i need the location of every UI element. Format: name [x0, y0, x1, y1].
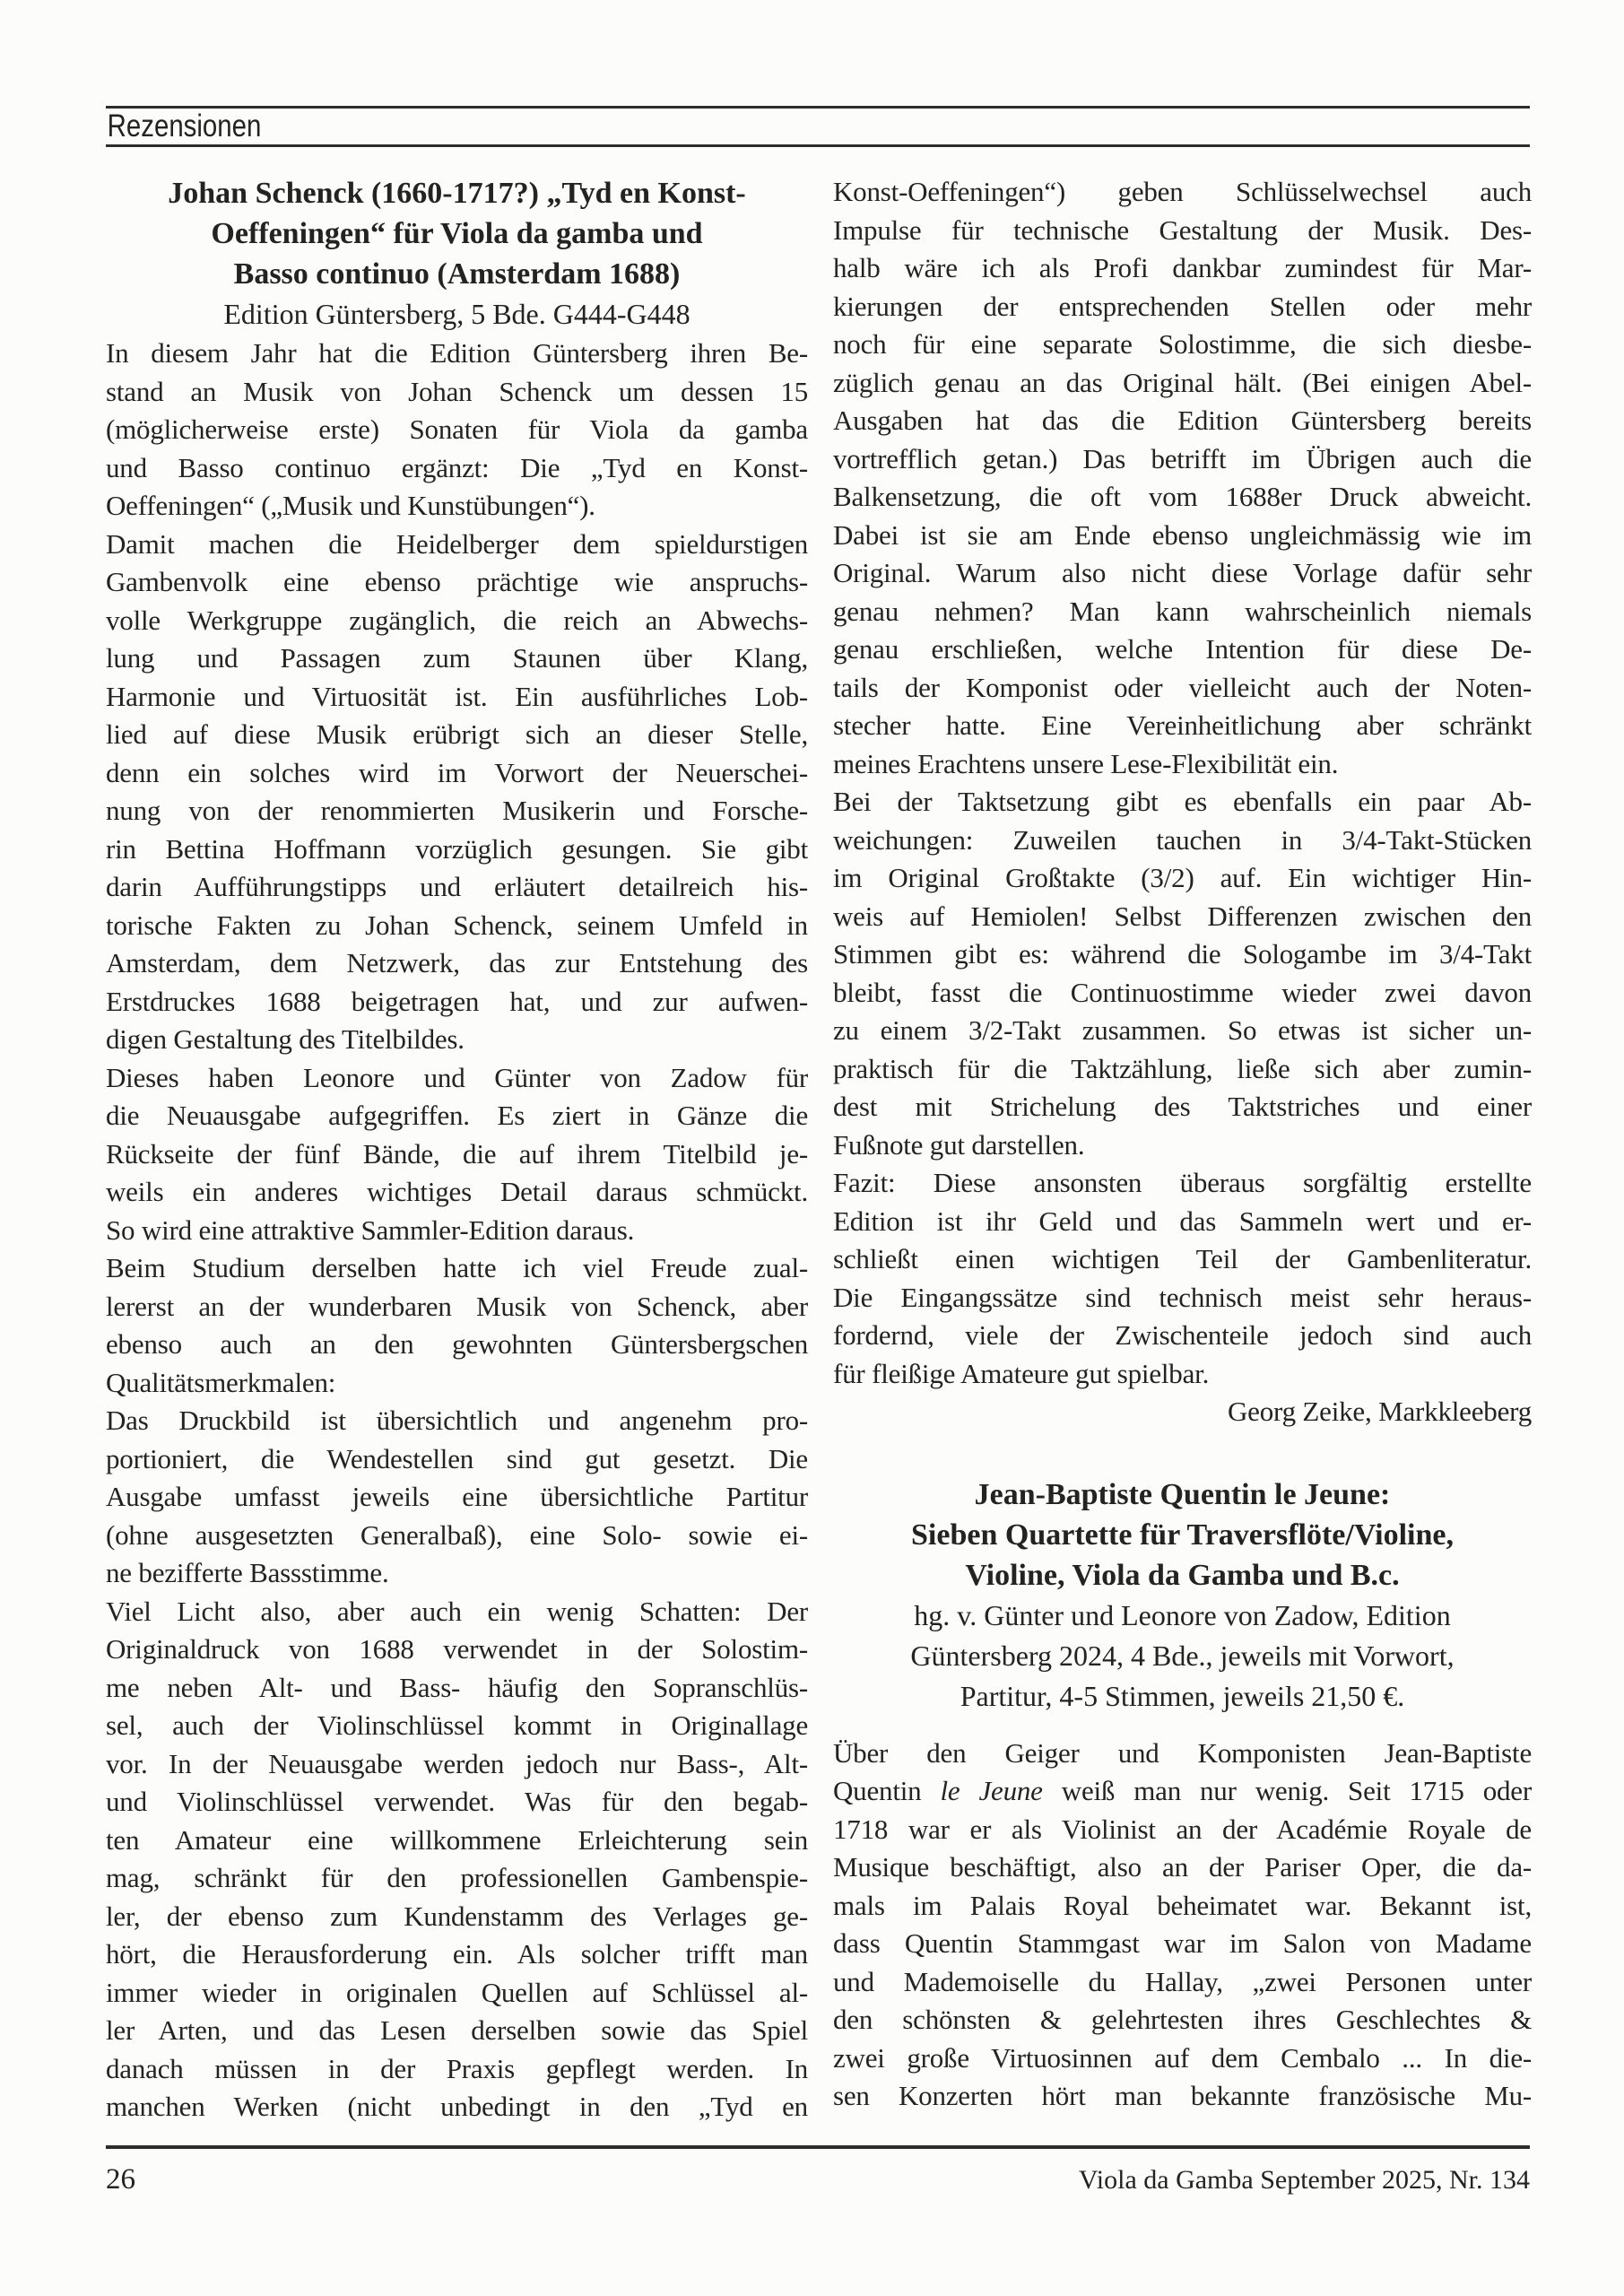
text-line: Gambenvolk eine ebenso prächtige wie anspruchs- [106, 566, 808, 597]
review1-paragraph [106, 1059, 808, 1250]
text-line: Amsterdam, dem Netzwerk, das zur Entstehung des [106, 947, 808, 978]
text-line: digen Gestaltung des Titelbildes. [106, 1023, 465, 1055]
text-line: torische Fakten zu Johan Schenck, seinem Umfeld in [106, 909, 808, 941]
text-line: ten Amateur eine willkommene Erleichterung sein [106, 1823, 808, 1856]
text-line: Fußnote gut darstellen. [833, 1128, 1085, 1161]
text-line: Stimmen gibt es: während die Sologambe im 3/4-Takt [833, 938, 1532, 970]
text-line: lererst an der wunderbaren Musik von Schenck, aber [106, 1290, 808, 1322]
text-line: So wird eine attraktive Sammler-Edition daraus. [106, 1213, 635, 1246]
text-line: Das Druckbild ist übersichtlich und angenehm pro- [106, 1405, 808, 1436]
text-line: Sieben Quartette für Traversflöte/Violine, [911, 1518, 1454, 1552]
text-line: hört, die Herausforderung ein. Als solcher trifft man [106, 1938, 808, 1970]
text-line: manchen Werken (nicht unbedingt in den „Tyd en [106, 2091, 808, 2122]
review1-paragraph-continued [833, 173, 1532, 783]
text-line: genau erschließen, welche Intention für diese De- [833, 633, 1532, 665]
header-bottom-rule [106, 144, 1530, 147]
text-line: meines Erachtens unsere Lese-Flexibilität ein. [833, 747, 1339, 779]
review1-paragraph [106, 526, 808, 1059]
review2-title [833, 1474, 1532, 1596]
header-top-rule [106, 106, 1530, 109]
text-line: tails der Komponist oder vielleicht auch der Noten- [833, 671, 1532, 703]
text-line: Musique beschäftigt, also an der Pariser Oper, die da- [833, 1851, 1532, 1883]
text-line: Impulse für technische Gestaltung der Musik. Des- [833, 213, 1532, 246]
text-line: Edition Güntersberg, 5 Bde. G444-G448 [223, 298, 690, 330]
text-line: Originaldruck von 1688 verwendet in der Solostim- [106, 1633, 808, 1665]
text-line: stecher hatte. Eine Vereinheitlichung aber schränkt [833, 709, 1532, 741]
review1-paragraph [106, 1249, 808, 1402]
text-line: Die Eingangssätze sind technisch meist sehr heraus- [833, 1281, 1532, 1313]
text-line: vor. In der Neuausgabe werden jedoch nur Bass-, Alt- [106, 1747, 808, 1779]
text-line: Harmonie und Virtuosität ist. Ein ausführliches Lob- [106, 680, 808, 712]
text-line: Quentin le Jeune weiß man nur wenig. Seit 1715 oder [833, 1775, 1532, 1806]
text-line: Über den Geiger und Komponisten Jean-Baptiste [833, 1736, 1532, 1769]
review2-subtitle [833, 1596, 1532, 1717]
text-line: ler, der ebenso zum Kundenstamm des Verlages ge- [106, 1900, 808, 1932]
page-header [106, 106, 1530, 147]
text-line: Jean-Baptiste Quentin le Jeune: [974, 1477, 1391, 1511]
text-line: immer wieder in originalen Quellen auf Schlüssel al- [106, 1976, 808, 2008]
text-line: Ausgabe umfasst jeweils eine übersichtliche Partitur [106, 1481, 808, 1512]
text-line: 1718 war er als Violinist an der Académie Royale de [833, 1813, 1532, 1845]
text-line: dest mit Strichelung des Taktstriches und einer [833, 1091, 1532, 1122]
text-line: (ohne ausgesetzten Generalbaß), eine Solo- sowie ei- [106, 1518, 808, 1551]
review1-paragraph [106, 1402, 808, 1593]
section-heading: Rezensionen [107, 109, 262, 144]
text-line: Dabei ist sie am Ende ebenso ungleichmässig wie im [833, 518, 1532, 551]
page-footer [106, 2145, 1530, 2196]
text-line: genau nehmen? Man kann wahrscheinlich niemals [833, 595, 1532, 627]
text-line: ebenso auch an den gewohnten Güntersbergschen [106, 1328, 808, 1360]
text-line: kierungen der entsprechenden Stellen oder mehr [833, 290, 1532, 322]
text-line: halb wäre ich als Profi dankbar zumindest für Mar- [833, 252, 1532, 283]
text-line: ler Arten, und das Lesen derselben sowie das Spiel [106, 2014, 808, 2046]
text-line: Viel Licht also, aber auch ein wenig Schatten: Der [106, 1595, 808, 1627]
text-line: Dieses haben Leonore und Günter von Zadow für [106, 1061, 808, 1093]
text-line: züglich genau an das Original hält. (Bei einigen Abel- [833, 366, 1532, 398]
review1-paragraph-continued [833, 783, 1532, 1164]
text-line: und Violinschlüssel verwendet. Was für den begab- [106, 1786, 808, 1817]
review1-title [106, 173, 808, 294]
text-line: Johan Schenck (1660-1717?) „Tyd en Konst- [168, 177, 746, 210]
text-line: den schönsten & gelehrtesten ihres Geschlechtes & [833, 2004, 1532, 2035]
text-line: Erstdruckes 1688 beigetragen hat, und zur aufwen- [106, 985, 808, 1017]
review1-paragraph [106, 335, 808, 526]
text-line: mals im Palais Royal beheimatet war. Bekannt ist, [833, 1889, 1532, 1921]
text-line: die Neuausgabe aufgegriffen. Es ziert in Gänze die [106, 1100, 808, 1131]
text-line: danach müssen in der Praxis gepflegt werden. In [106, 2052, 808, 2084]
text-line: vortrefflich getan.) Das betrifft im Übrigen auch die [833, 442, 1532, 474]
text-line: sen Konzerten hört man bekannte französische Mu- [833, 2080, 1532, 2111]
text-line: Basso continuo (Amsterdam 1688) [233, 257, 681, 291]
text-line: Fazit: Diese ansonsten überaus sorgfältig erstellte [833, 1167, 1532, 1198]
text-line: zwei große Virtuosinnen auf dem Cembalo ... In die- [833, 2041, 1532, 2074]
text-line: hg. v. Günter und Leonore von Zadow, Edition [914, 1598, 1451, 1631]
text-line: nung von der renommierten Musikerin und Forsche- [106, 795, 808, 826]
column-right [833, 173, 1532, 2116]
text-line: und Basso continuo ergänzt: Die „Tyd en Konst- [106, 451, 808, 483]
review1-paragraph-continued [833, 1164, 1532, 1393]
text-line: Edition ist ihr Geld und das Sammeln wert und er- [833, 1205, 1532, 1237]
text-line: mag, schränkt für den professionellen Gambenspie- [106, 1862, 808, 1893]
review1-subtitle [106, 294, 808, 335]
review1-paragraph [106, 1593, 808, 2126]
review2-paragraph [833, 1735, 1532, 2116]
text-line: (möglicherweise erste) Sonaten für Viola da gamba [106, 413, 808, 445]
text-line: rin Bettina Hoffmann vorzüglich gesungen. Sie gibt [106, 832, 808, 865]
text-line: für fleißige Amateure gut spielbar. [833, 1357, 1210, 1389]
text-line: In diesem Jahr hat die Edition Güntersberg ihren Be- [106, 337, 808, 369]
text-line: portioniert, die Wendestellen sind gut gesetzt. Die [106, 1442, 808, 1474]
text-line: fordernd, viele der Zwischenteile jedoch sind auch [833, 1319, 1532, 1351]
text-line: weichungen: Zuweilen tauchen in 3/4-Takt-Stücken [833, 823, 1532, 856]
text-line: denn ein solches wird im Vorwort der Neuerschei- [106, 756, 808, 788]
text-line: volle Werkgruppe zugänglich, die reich an Abwechs- [106, 604, 808, 636]
text-line: im Original Großtakte (3/2) auf. Ein wichtiger Hin- [833, 862, 1532, 893]
text-line: Damit machen die Heidelberger dem spieldurstigen [106, 527, 808, 560]
text-line: sel, auch der Violinschlüssel kommt in Originallage [106, 1709, 808, 1741]
column-left [106, 173, 808, 2126]
text-line: dass Quentin Stammgast war im Salon von Madame [833, 1927, 1532, 1959]
text-line: Qualitätsmerkmalen: [106, 1366, 336, 1398]
text-line: Bei der Taktsetzung gibt es ebenfalls ein paar Ab- [833, 786, 1532, 817]
text-line: Konst-Oeffeningen“) geben Schlüsselwechsel auch [833, 176, 1532, 207]
text-line: Beim Studium derselben hatte ich viel Freude zual- [106, 1252, 808, 1283]
text-line: me neben Alt- und Bass- häufig den Sopranschlüs- [106, 1671, 808, 1703]
text-line: lung und Passagen zum Staunen über Klang, [106, 642, 808, 674]
text-line: weils ein anderes wichtiges Detail daraus schmückt. [106, 1176, 808, 1207]
text-line: ne bezifferte Bassstimme. [106, 1557, 389, 1588]
text-line: praktisch für die Taktzählung, ließe sich aber zumin- [833, 1052, 1532, 1084]
text-line: Original. Warum also nicht diese Vorlage dafür sehr [833, 557, 1532, 588]
text-line: stand an Musik von Johan Schenck um dessen 15 [106, 375, 808, 407]
text-line: zu einem 3/2-Takt zusammen. So etwas ist sicher un- [833, 1014, 1532, 1046]
text-line: und Mademoiselle du Hallay, „zwei Personen unter [833, 1965, 1532, 1997]
text-line: Güntersberg 2024, 4 Bde., jeweils mit Vorwort, [910, 1639, 1455, 1672]
text-line: Oeffeningen“ („Musik und Kunstübungen“). [106, 490, 595, 521]
text-line: lied auf diese Musik erübrigt sich an dieser Stelle, [106, 718, 808, 750]
page-number: 26 [106, 2163, 135, 2196]
text-line: bleibt, fasst die Continuostimme wieder zwei davon [833, 976, 1532, 1008]
reviewer-signature: Georg Zeike, Markkleeberg [1227, 1396, 1532, 1427]
text-line: Violine, Viola da Gamba und B.c. [965, 1558, 1400, 1592]
journal-issue-label: Viola da Gamba September 2025, Nr. 134 [1078, 2165, 1530, 2195]
text-line: schließt einen wichtigen Teil der Gambenliteratur. [833, 1243, 1532, 1274]
text-line: darin Aufführungstipps und erläutert detailreich his- [106, 871, 808, 902]
text-line: Ausgaben hat das die Edition Güntersberg bereits [833, 404, 1532, 436]
text-line: Oeffeningen“ für Viola da gamba und [211, 217, 703, 250]
text-line: noch für eine separate Solostimme, die sich diesbe- [833, 328, 1532, 360]
text-line: weis auf Hemiolen! Selbst Differenzen zwischen den [833, 900, 1532, 932]
text-line: Rückseite der fünf Bände, die auf ihrem Titelbild je- [106, 1137, 808, 1170]
text-line: Balkensetzung, die oft vom 1688er Druck abweicht. [833, 481, 1532, 512]
text-line: Partitur, 4-5 Stimmen, jeweils 21,50 €. [960, 1679, 1405, 1712]
